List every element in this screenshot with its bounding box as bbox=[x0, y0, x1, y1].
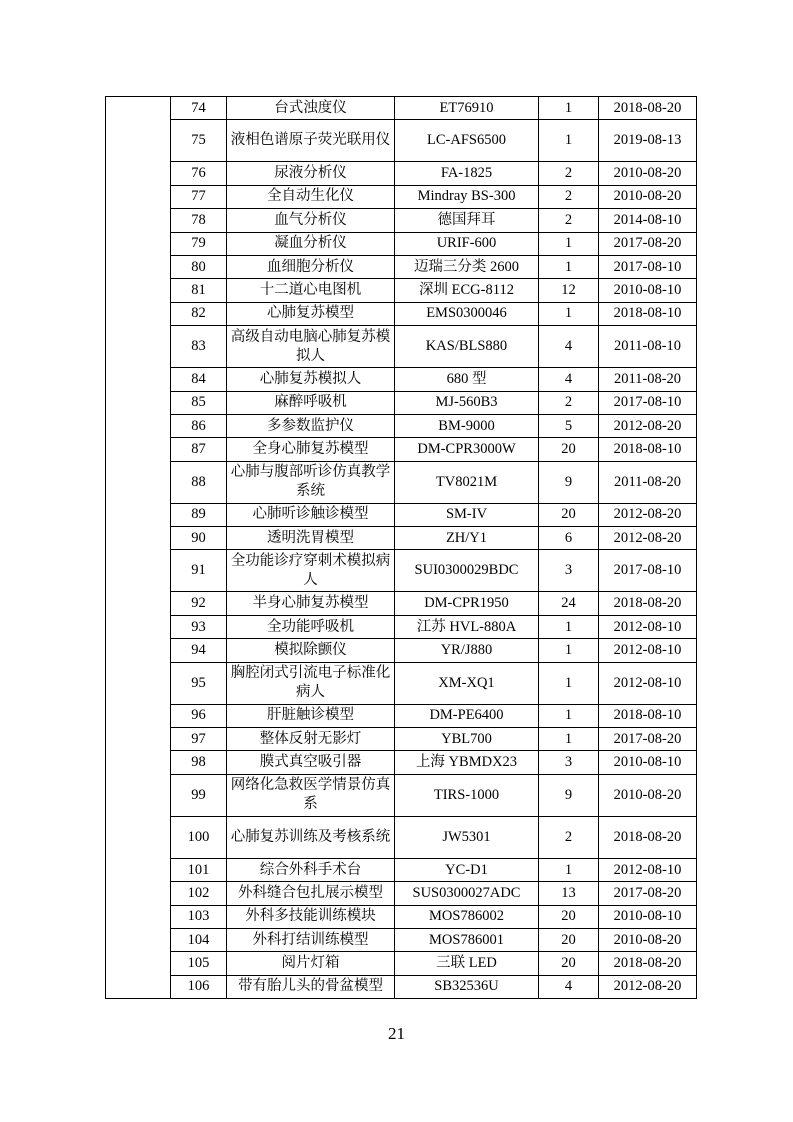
equipment-quantity: 2 bbox=[539, 391, 599, 414]
row-number: 83 bbox=[171, 326, 227, 368]
row-number: 105 bbox=[171, 952, 227, 975]
purchase-date: 2010-08-20 bbox=[599, 774, 697, 816]
equipment-name: 液相色谱原子荧光联用仪 bbox=[227, 120, 395, 162]
equipment-quantity: 1 bbox=[539, 232, 599, 255]
equipment-quantity: 1 bbox=[539, 858, 599, 881]
equipment-model: JW5301 bbox=[395, 816, 539, 858]
purchase-date: 2019-08-13 bbox=[599, 120, 697, 162]
row-number: 76 bbox=[171, 162, 227, 185]
purchase-date: 2017-08-10 bbox=[599, 550, 697, 592]
table-row bbox=[106, 368, 697, 391]
equipment-model: Mindray BS-300 bbox=[395, 185, 539, 208]
table-row bbox=[106, 816, 697, 858]
equipment-name: 透明洗胃模型 bbox=[227, 527, 395, 550]
equipment-name: 血细胞分析仪 bbox=[227, 255, 395, 278]
equipment-model: SUS0300027ADC bbox=[395, 882, 539, 905]
purchase-date: 2018-08-20 bbox=[599, 816, 697, 858]
equipment-model: TV8021M bbox=[395, 461, 539, 503]
equipment-quantity: 2 bbox=[539, 816, 599, 858]
equipment-name: 尿液分析仪 bbox=[227, 162, 395, 185]
table-row bbox=[106, 97, 697, 120]
equipment-model: YBL700 bbox=[395, 728, 539, 751]
equipment-table-body bbox=[106, 97, 697, 999]
equipment-model: 德国拜耳 bbox=[395, 209, 539, 232]
equipment-name: 麻醉呼吸机 bbox=[227, 391, 395, 414]
table-row bbox=[106, 279, 697, 302]
purchase-date: 2010-08-10 bbox=[599, 751, 697, 774]
row-number: 88 bbox=[171, 461, 227, 503]
purchase-date: 2011-08-20 bbox=[599, 461, 697, 503]
purchase-date: 2012-08-10 bbox=[599, 662, 697, 704]
row-number: 96 bbox=[171, 704, 227, 727]
equipment-model: SUI0300029BDC bbox=[395, 550, 539, 592]
row-number: 102 bbox=[171, 882, 227, 905]
equipment-quantity: 6 bbox=[539, 527, 599, 550]
purchase-date: 2011-08-20 bbox=[599, 368, 697, 391]
table-row bbox=[106, 503, 697, 526]
table-row bbox=[106, 615, 697, 638]
equipment-quantity: 1 bbox=[539, 615, 599, 638]
equipment-model: ZH/Y1 bbox=[395, 527, 539, 550]
equipment-name: 半身心肺复苏模型 bbox=[227, 592, 395, 615]
row-number: 93 bbox=[171, 615, 227, 638]
equipment-model: DM-CPR3000W bbox=[395, 438, 539, 461]
purchase-date: 2017-08-20 bbox=[599, 882, 697, 905]
equipment-model: DM-CPR1950 bbox=[395, 592, 539, 615]
table-row bbox=[106, 232, 697, 255]
purchase-date: 2018-08-10 bbox=[599, 438, 697, 461]
purchase-date: 2017-08-20 bbox=[599, 232, 697, 255]
equipment-quantity: 3 bbox=[539, 550, 599, 592]
row-number: 100 bbox=[171, 816, 227, 858]
equipment-quantity: 1 bbox=[539, 255, 599, 278]
equipment-quantity: 4 bbox=[539, 326, 599, 368]
equipment-name: 凝血分析仪 bbox=[227, 232, 395, 255]
category-cell bbox=[106, 97, 171, 999]
table-row bbox=[106, 414, 697, 437]
row-number: 85 bbox=[171, 391, 227, 414]
purchase-date: 2012-08-20 bbox=[599, 414, 697, 437]
equipment-quantity: 2 bbox=[539, 209, 599, 232]
equipment-model: YR/J880 bbox=[395, 639, 539, 662]
table-row bbox=[106, 461, 697, 503]
equipment-quantity: 12 bbox=[539, 279, 599, 302]
row-number: 97 bbox=[171, 728, 227, 751]
equipment-name: 模拟除颤仪 bbox=[227, 639, 395, 662]
row-number: 92 bbox=[171, 592, 227, 615]
row-number: 81 bbox=[171, 279, 227, 302]
equipment-quantity: 20 bbox=[539, 503, 599, 526]
equipment-table bbox=[105, 96, 697, 999]
equipment-name: 外科打结训练模型 bbox=[227, 928, 395, 951]
equipment-name: 十二道心电图机 bbox=[227, 279, 395, 302]
equipment-name: 全功能呼吸机 bbox=[227, 615, 395, 638]
purchase-date: 2010-08-20 bbox=[599, 185, 697, 208]
row-number: 98 bbox=[171, 751, 227, 774]
equipment-name: 高级自动电脑心肺复苏模拟人 bbox=[227, 326, 395, 368]
equipment-name: 综合外科手术台 bbox=[227, 858, 395, 881]
equipment-name: 全自动生化仪 bbox=[227, 185, 395, 208]
row-number: 87 bbox=[171, 438, 227, 461]
purchase-date: 2014-08-10 bbox=[599, 209, 697, 232]
purchase-date: 2012-08-20 bbox=[599, 503, 697, 526]
equipment-name: 心肺复苏模拟人 bbox=[227, 368, 395, 391]
row-number: 86 bbox=[171, 414, 227, 437]
table-row bbox=[106, 858, 697, 881]
row-number: 75 bbox=[171, 120, 227, 162]
equipment-quantity: 1 bbox=[539, 728, 599, 751]
table-row bbox=[106, 774, 697, 816]
equipment-name: 肝脏触诊模型 bbox=[227, 704, 395, 727]
table-row bbox=[106, 952, 697, 975]
table-row bbox=[106, 751, 697, 774]
equipment-name: 血气分析仪 bbox=[227, 209, 395, 232]
equipment-quantity: 20 bbox=[539, 952, 599, 975]
page-number: 21 bbox=[388, 1024, 405, 1043]
purchase-date: 2012-08-10 bbox=[599, 615, 697, 638]
equipment-model: KAS/BLS880 bbox=[395, 326, 539, 368]
equipment-name: 心肺复苏模型 bbox=[227, 302, 395, 325]
equipment-quantity: 1 bbox=[539, 662, 599, 704]
equipment-model: SM-IV bbox=[395, 503, 539, 526]
equipment-model: BM-9000 bbox=[395, 414, 539, 437]
purchase-date: 2012-08-20 bbox=[599, 527, 697, 550]
purchase-date: 2017-08-10 bbox=[599, 391, 697, 414]
table-row bbox=[106, 391, 697, 414]
table-row bbox=[106, 326, 697, 368]
equipment-quantity: 9 bbox=[539, 461, 599, 503]
row-number: 89 bbox=[171, 503, 227, 526]
row-number: 99 bbox=[171, 774, 227, 816]
table-row bbox=[106, 209, 697, 232]
equipment-name: 整体反射无影灯 bbox=[227, 728, 395, 751]
row-number: 101 bbox=[171, 858, 227, 881]
equipment-name: 全功能诊疗穿刺术模拟病人 bbox=[227, 550, 395, 592]
row-number: 78 bbox=[171, 209, 227, 232]
purchase-date: 2018-08-20 bbox=[599, 592, 697, 615]
table-row bbox=[106, 527, 697, 550]
table-row bbox=[106, 639, 697, 662]
purchase-date: 2012-08-10 bbox=[599, 639, 697, 662]
equipment-model: 江苏 HVL-880A bbox=[395, 615, 539, 638]
equipment-name: 带有胎儿头的骨盆模型 bbox=[227, 975, 395, 998]
purchase-date: 2012-08-10 bbox=[599, 858, 697, 881]
purchase-date: 2018-08-20 bbox=[599, 952, 697, 975]
equipment-model: MOS786002 bbox=[395, 905, 539, 928]
equipment-name: 全身心肺复苏模型 bbox=[227, 438, 395, 461]
equipment-quantity: 13 bbox=[539, 882, 599, 905]
equipment-quantity: 5 bbox=[539, 414, 599, 437]
purchase-date: 2017-08-10 bbox=[599, 255, 697, 278]
row-number: 79 bbox=[171, 232, 227, 255]
equipment-name: 阅片灯箱 bbox=[227, 952, 395, 975]
row-number: 94 bbox=[171, 639, 227, 662]
equipment-name: 胸腔闭式引流电子标准化病人 bbox=[227, 662, 395, 704]
equipment-name: 心肺复苏训练及考核系统 bbox=[227, 816, 395, 858]
table-row bbox=[106, 928, 697, 951]
equipment-model: 深圳 ECG-8112 bbox=[395, 279, 539, 302]
table-row bbox=[106, 704, 697, 727]
equipment-name: 台式浊度仪 bbox=[227, 97, 395, 120]
table-row bbox=[106, 550, 697, 592]
equipment-name: 膜式真空吸引器 bbox=[227, 751, 395, 774]
row-number: 103 bbox=[171, 905, 227, 928]
purchase-date: 2011-08-10 bbox=[599, 326, 697, 368]
row-number: 106 bbox=[171, 975, 227, 998]
equipment-name: 心肺听诊触诊模型 bbox=[227, 503, 395, 526]
table-row bbox=[106, 905, 697, 928]
equipment-model: 三联 LED bbox=[395, 952, 539, 975]
row-number: 104 bbox=[171, 928, 227, 951]
equipment-model: LC-AFS6500 bbox=[395, 120, 539, 162]
equipment-quantity: 9 bbox=[539, 774, 599, 816]
table-row bbox=[106, 255, 697, 278]
equipment-quantity: 2 bbox=[539, 185, 599, 208]
purchase-date: 2010-08-10 bbox=[599, 279, 697, 302]
row-number: 77 bbox=[171, 185, 227, 208]
table-row bbox=[106, 120, 697, 162]
row-number: 80 bbox=[171, 255, 227, 278]
purchase-date: 2010-08-20 bbox=[599, 928, 697, 951]
purchase-date: 2017-08-20 bbox=[599, 728, 697, 751]
equipment-model: URIF-600 bbox=[395, 232, 539, 255]
equipment-model: YC-D1 bbox=[395, 858, 539, 881]
row-number: 95 bbox=[171, 662, 227, 704]
table-row bbox=[106, 662, 697, 704]
equipment-quantity: 1 bbox=[539, 302, 599, 325]
purchase-date: 2012-08-20 bbox=[599, 975, 697, 998]
equipment-quantity: 4 bbox=[539, 975, 599, 998]
purchase-date: 2018-08-10 bbox=[599, 704, 697, 727]
equipment-model: EMS0300046 bbox=[395, 302, 539, 325]
purchase-date: 2010-08-20 bbox=[599, 162, 697, 185]
equipment-quantity: 1 bbox=[539, 97, 599, 120]
equipment-name: 多参数监护仪 bbox=[227, 414, 395, 437]
equipment-name: 外科缝合包扎展示模型 bbox=[227, 882, 395, 905]
equipment-model: DM-PE6400 bbox=[395, 704, 539, 727]
equipment-model: ET76910 bbox=[395, 97, 539, 120]
equipment-quantity: 2 bbox=[539, 162, 599, 185]
equipment-quantity: 3 bbox=[539, 751, 599, 774]
equipment-quantity: 24 bbox=[539, 592, 599, 615]
table-row bbox=[106, 438, 697, 461]
row-number: 91 bbox=[171, 550, 227, 592]
equipment-model: SB32536U bbox=[395, 975, 539, 998]
equipment-name: 网络化急救医学情景仿真系 bbox=[227, 774, 395, 816]
equipment-name: 心肺与腹部听诊仿真教学系统 bbox=[227, 461, 395, 503]
table-row bbox=[106, 302, 697, 325]
equipment-model: MJ-560B3 bbox=[395, 391, 539, 414]
table-row bbox=[106, 975, 697, 998]
equipment-model: XM-XQ1 bbox=[395, 662, 539, 704]
equipment-model: 680 型 bbox=[395, 368, 539, 391]
equipment-model: FA-1825 bbox=[395, 162, 539, 185]
row-number: 90 bbox=[171, 527, 227, 550]
equipment-quantity: 4 bbox=[539, 368, 599, 391]
row-number: 84 bbox=[171, 368, 227, 391]
equipment-model: TIRS-1000 bbox=[395, 774, 539, 816]
purchase-date: 2018-08-20 bbox=[599, 97, 697, 120]
table-row bbox=[106, 185, 697, 208]
equipment-quantity: 1 bbox=[539, 639, 599, 662]
purchase-date: 2018-08-10 bbox=[599, 302, 697, 325]
equipment-model: MOS786001 bbox=[395, 928, 539, 951]
table-row bbox=[106, 728, 697, 751]
equipment-quantity: 1 bbox=[539, 120, 599, 162]
row-number: 82 bbox=[171, 302, 227, 325]
equipment-quantity: 20 bbox=[539, 928, 599, 951]
equipment-quantity: 20 bbox=[539, 438, 599, 461]
table-row bbox=[106, 882, 697, 905]
table-row bbox=[106, 162, 697, 185]
row-number: 74 bbox=[171, 97, 227, 120]
equipment-model: 上海 YBMDX23 bbox=[395, 751, 539, 774]
equipment-quantity: 20 bbox=[539, 905, 599, 928]
table-row bbox=[106, 592, 697, 615]
equipment-quantity: 1 bbox=[539, 704, 599, 727]
equipment-name: 外科多技能训练模块 bbox=[227, 905, 395, 928]
purchase-date: 2010-08-10 bbox=[599, 905, 697, 928]
equipment-model: 迈瑞三分类 2600 bbox=[395, 255, 539, 278]
